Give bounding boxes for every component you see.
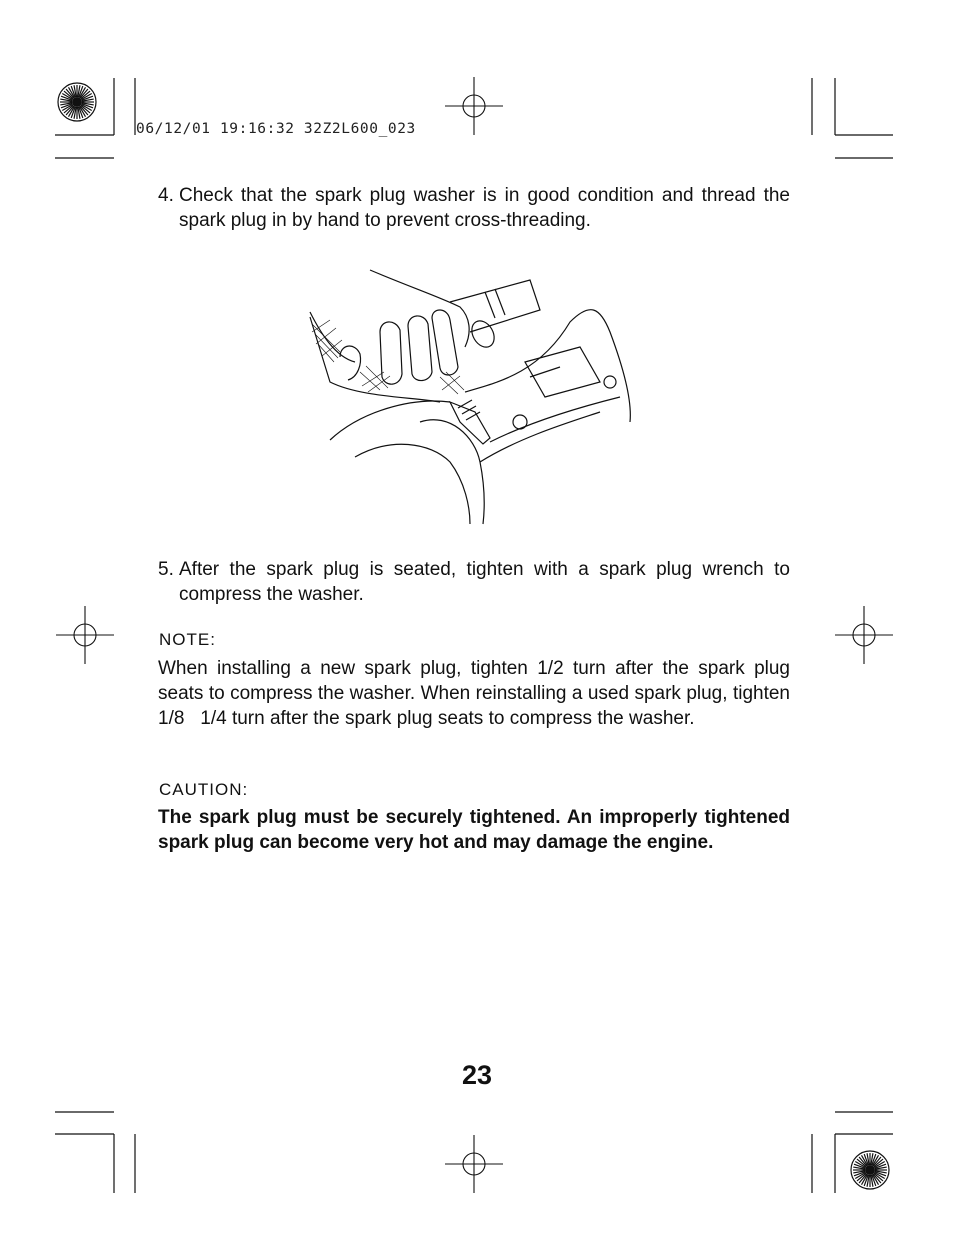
hand-threading-spark-plug-illustration: [300, 262, 640, 526]
registration-sunburst-top-left: [58, 83, 96, 121]
step-4: [158, 183, 790, 233]
note-label: NOTE:: [159, 630, 216, 649]
step-text: After the spark plug is seated, tighten with a spark plug wrench to compress the washer.: [179, 559, 790, 605]
crosshair-right: [835, 606, 893, 664]
step-text: Check that the spark plug washer is in good condition and thread the spark plug in by hand to prevent cross-threading.: [179, 185, 790, 231]
step-5: [158, 557, 790, 607]
page-number: 23: [461, 1060, 493, 1090]
note-text: When installing a new spark plug, tighten 1/2 turn after the spark plug seats to compress the washer. When reinstalling a used spark plug, tighten 1/8 1/4 turn after the spark plug seats to compress the washer.: [158, 658, 790, 729]
step-number: 4.: [158, 185, 174, 206]
caution-text: The spark plug must be securely tightened. An improperly tightened spark plug can become very hot and may damage the engine.: [158, 807, 790, 853]
caution-label: CAUTION:: [159, 780, 249, 799]
crosshair-left: [56, 606, 114, 664]
crosshair-bottom: [445, 1135, 503, 1193]
print-timestamp: 06/12/01 19:16:32 32Z2L600_023: [136, 121, 416, 137]
registration-sunburst-bottom-right: [851, 1151, 889, 1189]
step-number: 5.: [158, 559, 174, 580]
crosshair-top: [445, 77, 503, 135]
